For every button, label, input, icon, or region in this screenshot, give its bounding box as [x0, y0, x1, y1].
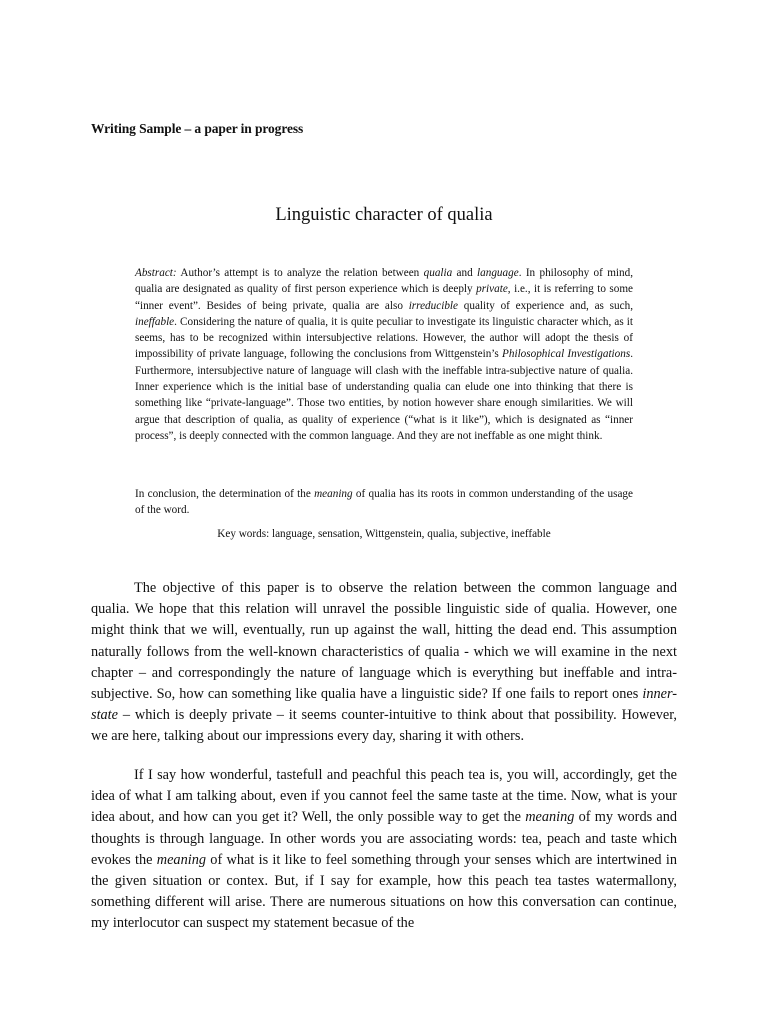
abstract-text: . Furthermore, intersubjective nature of language will clash with the ineffable intra-subjective nature of qualia. Inner experience which is the initial base of understanding qualia can elude one into thinking that there is something like “private-language”. Those two entities, by notion however share enough similarities. We will argue that description of qualia, as quality of experience (“what is it like”), which is designated as “inner process”, is deeply connected with the common language. And they are not ineffable as one might think. [135, 348, 633, 442]
emphasis-philosophical-investigations: Philosophical Investigations [502, 348, 631, 361]
conclusion-paragraph [135, 486, 633, 519]
body-text: The objective of this paper is to observe the relation between the common language and qualia. We hope that this relation will unravel the possible linguistic side of qualia. However, one might think that we will, eventually, run up against the wall, hitting the dead end. This assumption naturally follows from the well-known characteristics of qualia - which we will examine in the next chapter – and correspondingly the nature of language which is everything but ineffable and intra-subjective. So, how can something like qualia have a linguistic side? If one fails to report ones [91, 580, 677, 703]
abstract-text: quality of experience and, as such, [457, 299, 633, 312]
body-text: If I say how wonderful, tastefull and peachful this peach tea is, you will, accordingly, get the idea of what I am talking about, even if you cannot feel the same taste at the time. Now, what is your idea about, and how can you get it? Well, the only possible way to get the [91, 767, 677, 826]
abstract-text: and [452, 267, 478, 279]
emphasis-irreducible: irreducible [408, 299, 458, 312]
emphasis-language: language [477, 267, 519, 279]
abstract-text: . In philosophy of mind, qualia are designated as quality of first person experience which is deeply [135, 267, 633, 296]
emphasis-meaning: meaning [156, 851, 207, 868]
body-text: of what is it like to feel something through your senses which are intertwined in the given situation or contex. But, if I say for example, how this peach tea tastes watermallony, something different will arise. There are numerous situations on how this conversation can continue, my interlocutor can suspect my statement becasue of the [91, 851, 677, 932]
abstract-text: , i.e., it is referring to some “inner event”. Besides of being private, qualia are also [135, 283, 633, 312]
abstract-text: Author’s attempt is to analyze the relation between [176, 267, 424, 279]
body-paragraph-1 [91, 578, 677, 748]
keywords-line: Key words: language, sensation, Wittgenstein, qualia, subjective, ineffable [217, 528, 551, 540]
emphasis-private: private [476, 283, 508, 296]
body-text: of my words and thoughts is through language. In other words you are associating words: tea, peach and taste which evokes the [91, 809, 677, 868]
abstract-paragraph [135, 265, 633, 444]
writing-sample-heading: Writing Sample – a paper in progress [91, 121, 304, 136]
paper-title: Linguistic character of qualia [275, 205, 493, 225]
emphasis-qualia: qualia [423, 267, 453, 279]
body-text: – which is deeply private – it seems counter-intuitive to think about that possibility. However, we are here, talking about our impressions every day, sharing it with others. [91, 707, 677, 745]
emphasis-meaning: meaning [314, 488, 353, 500]
body-paragraph-2 [91, 765, 677, 935]
conclusion-text: In conclusion, the determination of the [135, 488, 315, 500]
abstract-label: Abstract: [135, 267, 177, 279]
emphasis-ineffable: ineffable [135, 315, 175, 328]
emphasis-meaning: meaning [525, 809, 575, 826]
abstract-text: . Considering the nature of qualia, it is quite peculiar to investigate its linguistic character which, as it seems, has to be recognized within intersubjective relations. However, the author will adopt the thesis of impossibility of private language, following the conclusions from Wittgenstein’s [135, 315, 633, 361]
conclusion-text: of qualia has its roots in common understanding of the usage of the word. [135, 488, 633, 517]
emphasis-inner-state: inner-state [91, 686, 677, 724]
